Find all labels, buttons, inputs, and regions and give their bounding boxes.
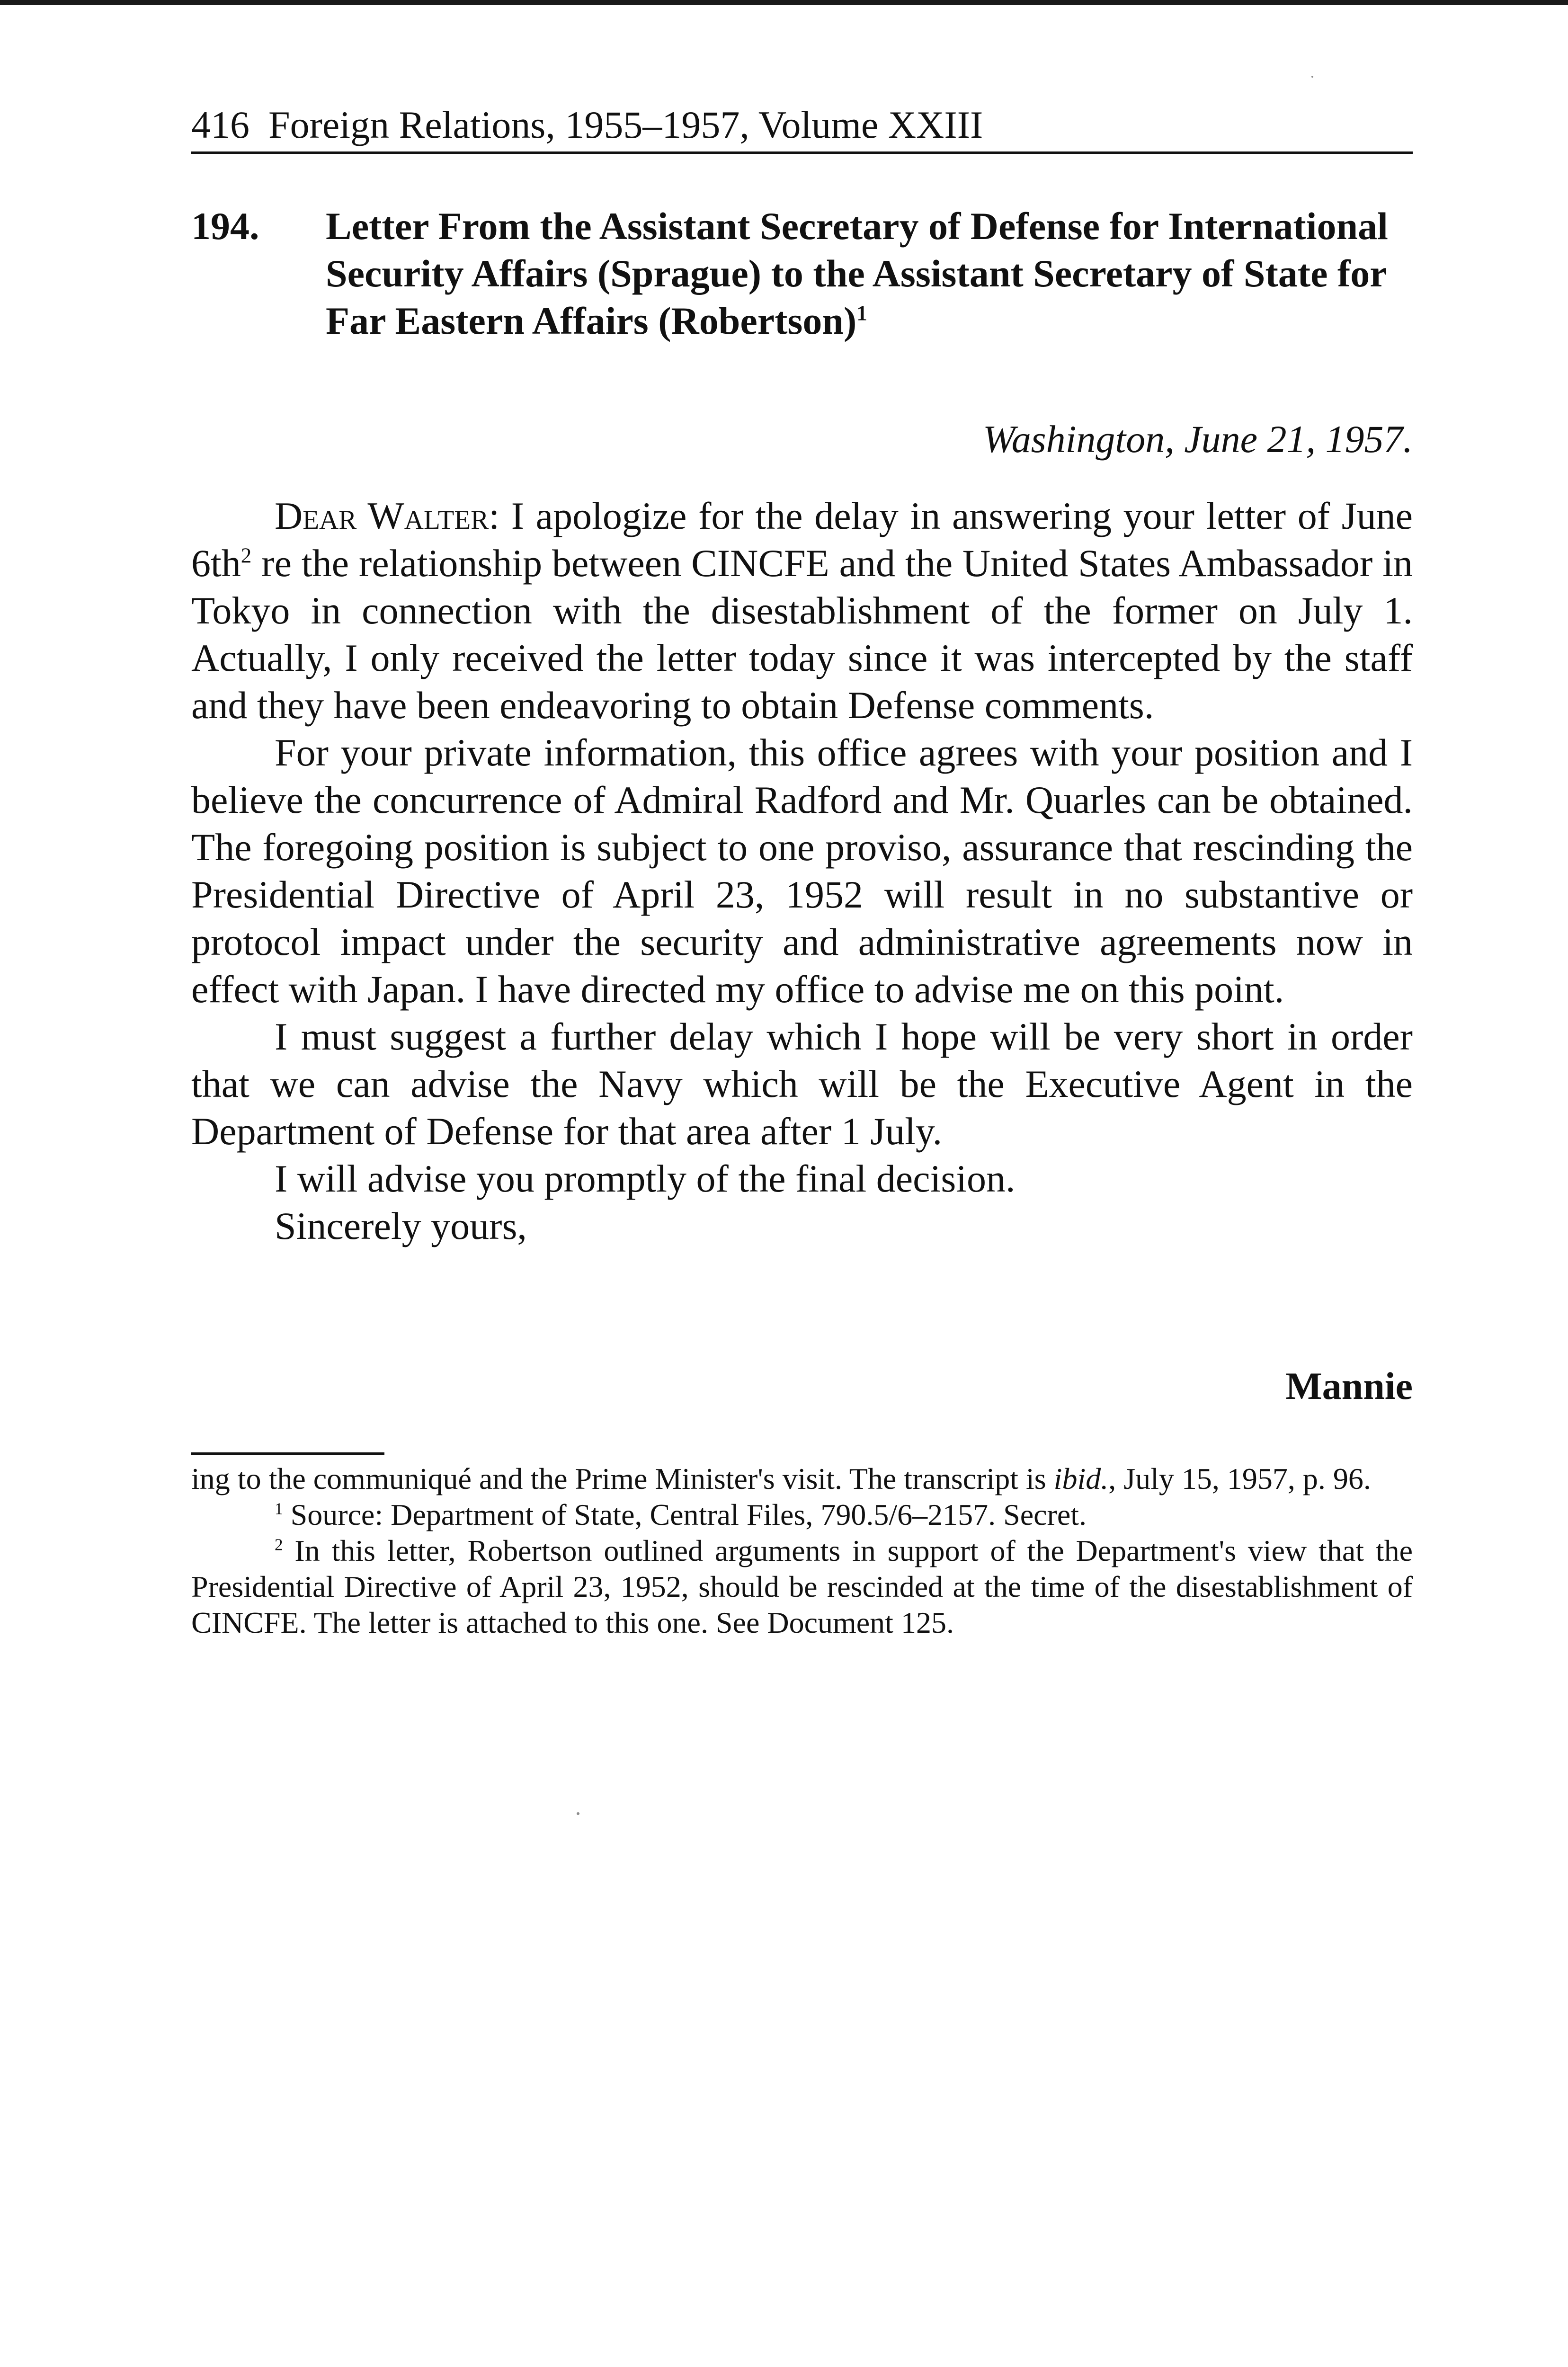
footnote-marker: 2 bbox=[275, 1535, 283, 1554]
footnote-text: In this letter, Robertson outlined arguments in support of the Department's view that the Presidential Directive of April 23, 1952, should be rescinded at the time of the disestablishment of CINCFE. The letter is attached to this one. See Document 125. bbox=[191, 1534, 1413, 1639]
salutation: Dear Walter: bbox=[275, 494, 499, 537]
signature: Mannie bbox=[1285, 1364, 1413, 1407]
letter-paragraph bbox=[191, 492, 1413, 729]
document-title-text: Letter From the Assistant Secretary of Defense for International Security Affairs (Sprague) to the Assistant Secretary of State for Far Eastern Affairs (Robertson) bbox=[326, 205, 1388, 342]
footnote-text: Source: Department of State, Central Files, 790.5/6–2157. Secret. bbox=[283, 1498, 1087, 1531]
paragraph-text: re the relationship between CINCFE and the United States Ambassador in Tokyo in connection with the disestablishment of the former on July 1. Actually, I only received the letter today since it was intercepted by the staff and they have been endeavoring to obtain Defense comments. bbox=[191, 542, 1413, 727]
paragraph-text: I apologize for the delay in answering your letter of June 6th bbox=[191, 494, 1413, 585]
footnote-ref-2[interactable]: 2 bbox=[241, 543, 252, 568]
document-number: 194. bbox=[191, 205, 259, 248]
footnote-marker: 1 bbox=[275, 1499, 283, 1518]
footnotes bbox=[191, 1461, 1413, 1641]
footnote-2 bbox=[191, 1533, 1413, 1641]
letter-paragraph: I must suggest a further delay which I hope will be very short in order that we can advise the Navy which will be the Executive Agent in the Department of Defense for that area after 1 July. bbox=[191, 1015, 1413, 1153]
scan-speck bbox=[1311, 76, 1313, 78]
closing: Sincerely yours, bbox=[275, 1204, 527, 1247]
footnote-divider bbox=[191, 1452, 384, 1455]
letter-paragraph: I will advise you promptly of the final decision. bbox=[275, 1157, 1016, 1200]
scan-speck bbox=[577, 1812, 579, 1815]
footnote-continued bbox=[191, 1461, 1413, 1497]
footnote-italic: ibid. bbox=[1053, 1462, 1109, 1495]
letter-paragraph: For your private information, this office agrees with your position and I believe the concurrence of Admiral Radford and Mr. Quarles can be obtained. The foregoing position is subject to one proviso, assurance that rescinding the Presidential Directive of April 23, 1952 will result in no substantive or protocol impact under the security and administrative agreements now in effect with Japan. I have directed my office to advise me on this point. bbox=[191, 731, 1413, 1011]
footnote-text: , July 15, 1957, p. 96. bbox=[1108, 1462, 1371, 1495]
footnote-1 bbox=[191, 1497, 1413, 1533]
scan-top-border bbox=[0, 0, 1568, 5]
title-footnote-ref[interactable]: 1 bbox=[856, 301, 867, 325]
letter-body bbox=[191, 492, 1413, 1250]
dateline: Washington, June 21, 1957. bbox=[982, 418, 1413, 461]
volume-title: Foreign Relations, 1955–1957, Volume XXIII bbox=[268, 103, 983, 146]
page-number: 416 bbox=[191, 103, 249, 146]
footnote-text: ing to the communiqué and the Prime Minister's visit. The transcript is bbox=[191, 1462, 1054, 1495]
document-title bbox=[326, 203, 1413, 345]
running-header bbox=[191, 98, 1413, 154]
